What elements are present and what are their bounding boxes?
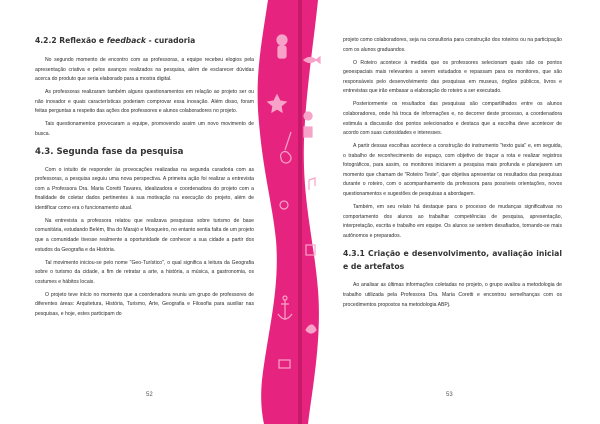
page-number-left: 52 [146,392,153,398]
section-heading-4-2-2 [35,36,254,46]
paragraph: Com o intuito de responder às provocações realizadas na segunda curadoria com as professoras, a pesquisa seguiu uma nova perspectiva. A primeira ação foi realizar a entrevista com a Professora Dra. Maria Coretti Tavares, idealizadora e coordenadora do projeto com a finalidade de coletar dados pertinentes à sua motivação na execução do projeto, além de identificar como era o funcionamento atual. [35,166,254,211]
paragraph: No segundo momento de encontro com as professoras, a equipe recebeu elogios pela apresentação criativa e pelos avanços realizados na pesquisa, além de esclarecer dúvidas acerca do produto que seria elaborado para a mostra digital. [35,57,254,83]
paragraph: Posteriormente os resultados das pesquisas são compartilhados entre os alunos colaboradores, onde há troca de informações e, no decorrer deste processo, a coordenadora estimula a discussão dos pontos selecionados e destaca que a escolha deve acontecer de acordo com suas curiosidades e interesses. [343,101,562,137]
section-heading-4-3: 4.3. Segunda fase da pesquisa [35,146,184,157]
page-number-right: 53 [446,392,453,398]
heading-422-main: 4.2.2 Reflexão e [35,36,107,45]
paragraph: Tais questionamentos provocaram a equipe, promovendo assim um novo movimento de busca. [35,121,254,137]
paragraph: As professoras realizaram também alguns questionamentos em relação ao projeto ser ou não inovador e quais características poderiam comprovar essa inovação. Além disso, foram feitas perguntas a respeito das ações dos professores e alunos colaboradores no projeto. [35,89,254,115]
paragraph: Tal movimento iniciou-se pelo nome "Geo-Turístico", o qual significa a leitura da Geografia sobre o turismo da cidade, a fim de retratar a arte, a história, a música, a gastronomia, os costumes e hábitos locais. [35,259,254,285]
section-heading-4-3-1: 4.3.1 Criação e desenvolvimento, avaliação inicial e de artefatos [343,249,562,272]
paragraph: O projeto teve início no momento que a coordenadora reuniu um grupo de professores de diferentes áreas: Arquitetura, História, Turismo, Arte, Geografia e Filosofia para auxiliar nas pesquisas, e hoje, estes participam do [35,291,254,318]
right-column [343,36,562,314]
heading-422-italic: feedback [106,36,146,45]
paragraph: Ao analisar as últimas informações coletadas no projeto, o grupo avaliou a metodologia de trabalho utilizada pela Professora Dra. Maria Coretti e encontrou semelhanças com os procedimentos propostos na metodologia ABPj. [343,282,562,308]
paragraph: A partir dessas escolhas acontece a construção do instrumento "texto guia" e, em seguida, o trabalho de reconhecimento de espaço, com objetivo de traçar a rota e realizar registros fotográficos, para assim, os monitores iniciarem a pesquisa mais profunda e planejarem um momento que chamam de "Roteiro Teste", que objetiva apresentar os resultados das pesquisas durante o roteiro, com o acompanhamento da professora para possíveis orientações, novos questionamentos e sugestões de pesquisas a abordagem. [343,143,562,198]
left-column [35,36,254,323]
heading-422-tail: - curadoria [145,36,196,45]
paragraph: Também, em seu relato há destaque para o processo de mudanças significativas no comportamento dos alunos ao trabalhar competências de pesquisa, apresentação, interpretação, escrita e trabalho em equipe. Os alunos se sentem desafiados, tornando-se mais autônomos e preparados. [343,204,562,239]
paragraph: projeto como colaboradores, seja na consultoria para construção dos roteiros ou na participação com os alunos graduandos. [343,37,562,53]
paragraph: O Roteiro acontece à medida que os professores selecionam quais são os pontos geoespaciais mais relevantes a serem estudados e repassam para os monitores, que são responsáveis pelo desenvolvimento das pesquisas em museus, órgãos públicos, livros e entrevistas que irão embasar a elaboração do roteiro a ser executado. [343,59,562,95]
paragraph: Na entrevista a professora relatou que realizava pesquisas sobre turismo de base comunitária, estudando Belém, Ilha do Marajó e Mosqueiro, no entanto sentia falta de um projeto que a comunidade tivesse realmente a oportunidade de conhecer a sua cidade a partir dos estudos da Geografia e da História. [35,217,254,253]
